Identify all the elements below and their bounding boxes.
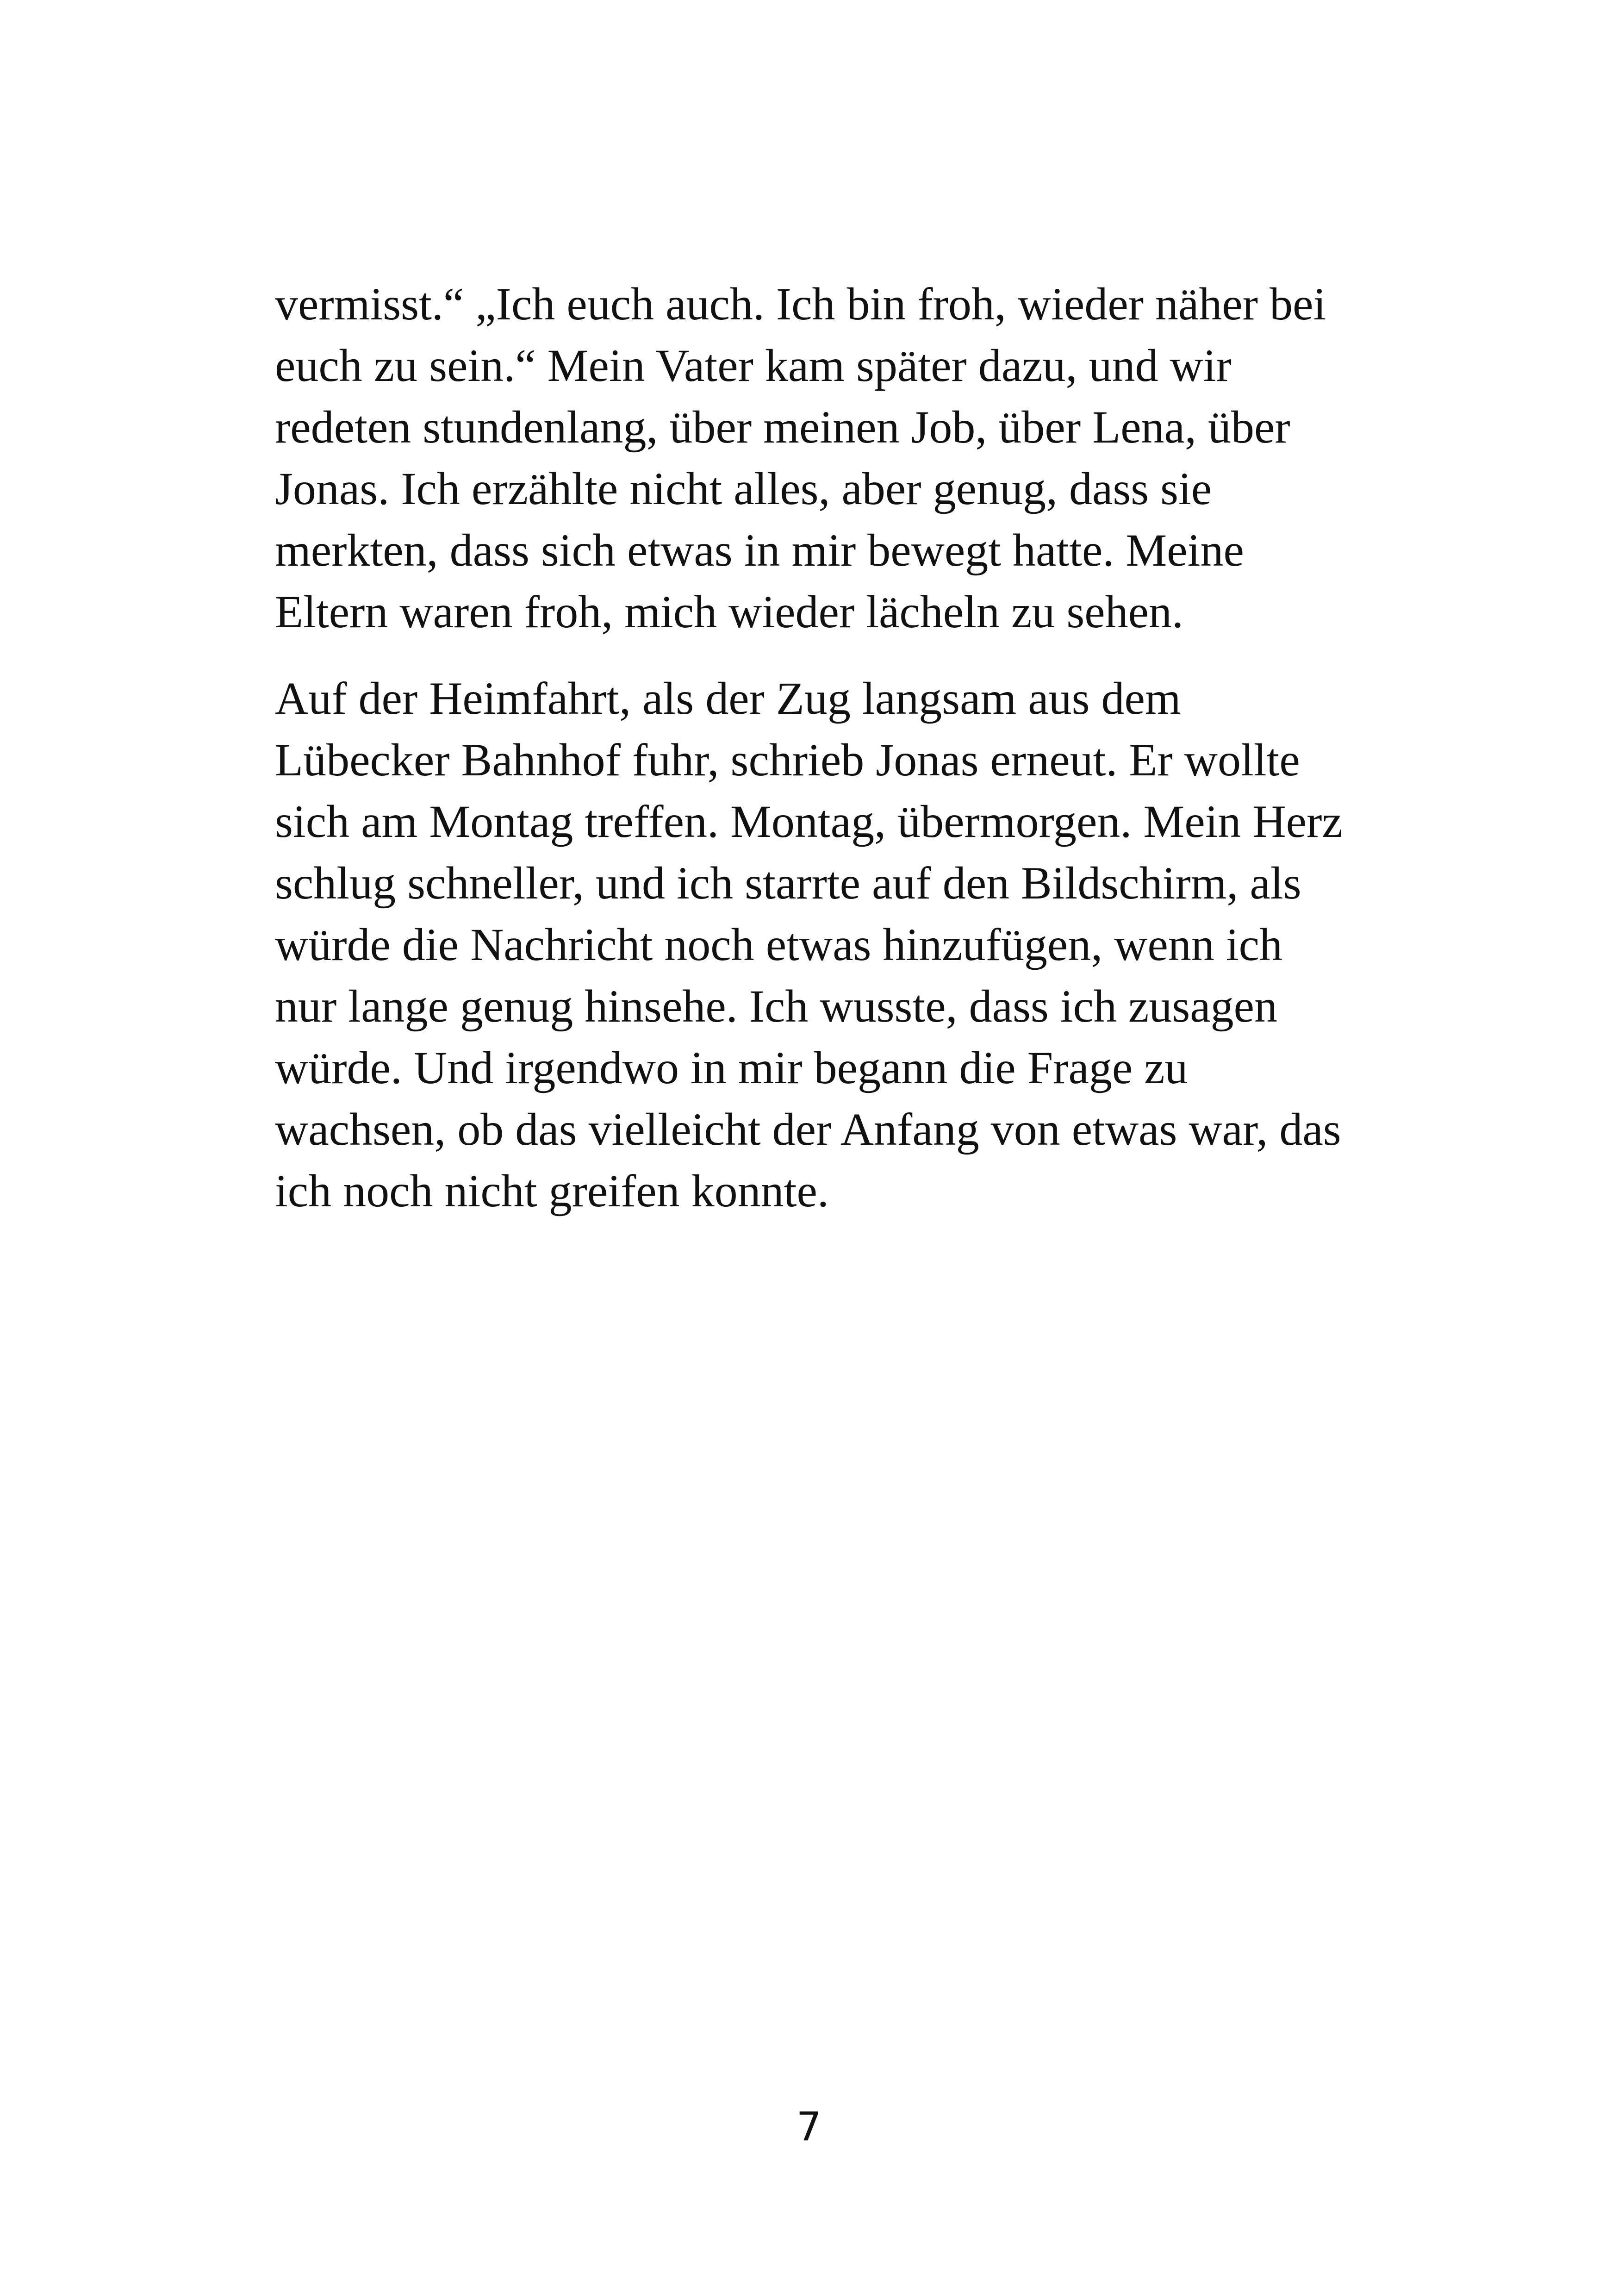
text-line: vermisst.“ „Ich euch auch. Ich bin froh, wieder näher bei: [275, 278, 1326, 330]
text-line: Auf der Heimfahrt, als der Zug langsam aus dem: [275, 673, 1181, 724]
text-line: euch zu sein.“ Mein Vater kam später dazu, und wir: [275, 340, 1232, 391]
text-line: würde die Nachricht noch etwas hinzufügen, wenn ich: [275, 919, 1283, 970]
text-line: Jonas. Ich erzählte nicht alles, aber genug, dass sie: [275, 463, 1212, 514]
paragraph-1: [275, 273, 1376, 643]
text-line: Eltern waren froh, mich wieder lächeln zu sehen.: [275, 586, 1184, 637]
text-line: ich noch nicht greifen konnte.: [275, 1165, 829, 1217]
text-line: würde. Und irgendwo in mir begann die Frage zu: [275, 1042, 1188, 1093]
text-line: sich am Montag treffen. Montag, übermorgen. Mein Herz: [275, 796, 1343, 847]
text-line: nur lange genug hinsehe. Ich wusste, dass ich zusagen: [275, 980, 1278, 1032]
text-line: wachsen, ob das vielleicht der Anfang von etwas war, das: [275, 1104, 1341, 1155]
page-number: 7: [796, 2104, 822, 2150]
paragraph-2: [275, 668, 1376, 1222]
text-line: redeten stundenlang, über meinen Job, über Lena, über: [275, 401, 1290, 453]
text-line: Lübecker Bahnhof fuhr, schrieb Jonas erneut. Er wollte: [275, 734, 1300, 786]
body-text: [275, 273, 1376, 1222]
text-line: merkten, dass sich etwas in mir bewegt hatte. Meine: [275, 524, 1244, 576]
text-line: schlug schneller, und ich starrte auf den Bildschirm, als: [275, 857, 1301, 909]
